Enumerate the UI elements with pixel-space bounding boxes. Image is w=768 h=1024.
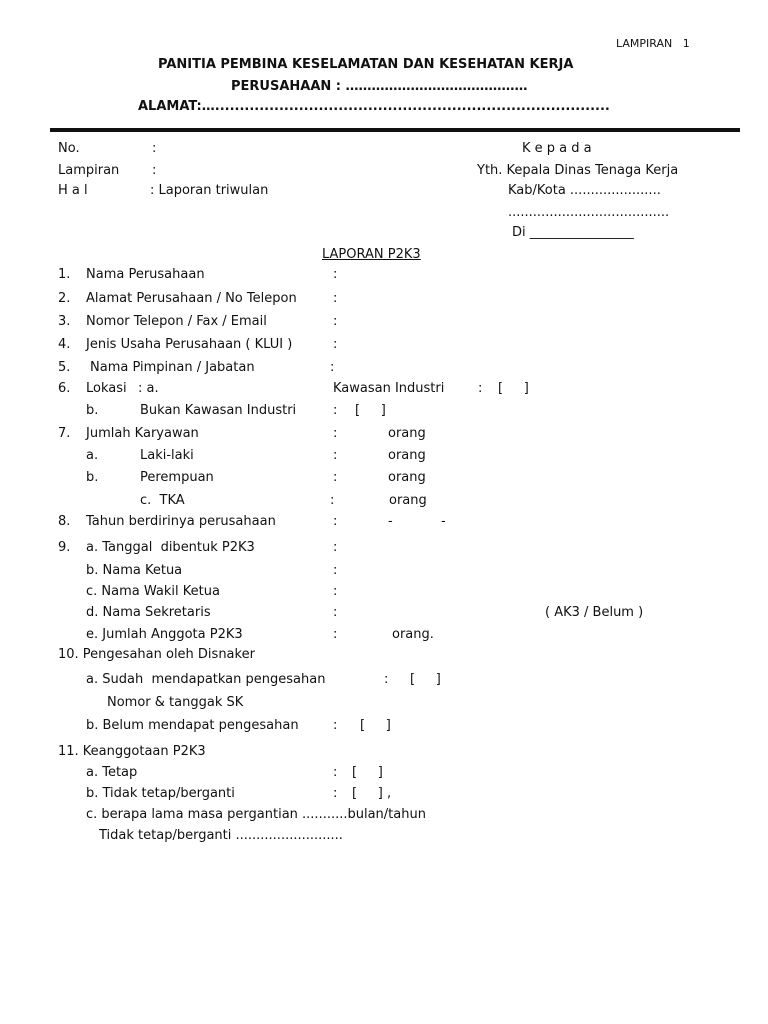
item-11a-colon: : [333,765,338,780]
item-5-number: 5. [58,360,71,375]
item-7b-label: Perempuan [140,470,214,485]
item-10b-label: b. Belum mendapat pengesahan [86,718,299,733]
item-7b-colon: : [333,470,338,485]
item-7c-colon: : [330,493,335,508]
item-10b-checkbox[interactable]: [ ] [360,718,391,733]
item-8-number: 8. [58,514,71,529]
item-7a-marker: a. [86,448,99,463]
lampiran-colon: : [152,163,157,178]
item-6-option-a: : a. [138,381,159,396]
item-6-kawasan-checkbox[interactable]: [ ] [498,381,529,396]
header-address: ALAMAT:…................................................................................ [138,99,610,114]
item-8-colon: : [333,514,338,529]
item-10-sk-label: Nomor & tanggak SK [107,695,244,710]
item-6-bukan-colon: : [333,403,338,418]
item-9a-label: a. Tanggal dibentuk P2K3 [86,540,255,555]
kepada-label: K e p a d a [522,141,592,156]
item-9a-colon: : [333,540,338,555]
item-7a-colon: : [333,448,338,463]
recipient-di: Di ________________ [512,225,634,240]
item-6-bukan-label: Bukan Kawasan Industri [140,403,297,418]
item-9b-label: b. Nama Ketua [86,563,183,578]
item-11b-checkbox[interactable]: [ ] , [352,786,392,801]
item-5-colon: : [330,360,335,375]
item-9c-colon: : [333,584,338,599]
item-11d-label: Tidak tetap/berganti .......................... [99,828,343,843]
item-11a-checkbox[interactable]: [ ] [352,765,383,780]
item-3-colon: : [333,314,338,329]
item-5-label: Nama Pimpinan / Jabatan [90,360,255,375]
item-11-label: 11. Keanggotaan P2K3 [58,744,206,759]
item-1-number: 1. [58,267,71,282]
item-7b-unit: orang [388,470,426,485]
item-9e-unit: orang. [392,627,434,642]
item-7c-label: c. TKA [140,493,185,508]
item-11b-colon: : [333,786,338,801]
item-7-label: Jumlah Karyawan [86,426,199,441]
item-6-label: Lokasi [86,381,127,396]
item-2-number: 2. [58,291,71,306]
header-company: PERUSAHAAN : …………………………………… [231,79,528,94]
item-4-label: Jenis Usaha Perusahaan ( KLUI ) [86,337,293,352]
item-11b-label: b. Tidak tetap/berganti [86,786,235,801]
item-3-number: 3. [58,314,71,329]
no-label: No. [58,141,80,156]
item-10b-colon: : [333,718,338,733]
item-11a-label: a. Tetap [86,765,138,780]
item-6-number: 6. [58,381,71,396]
item-4-number: 4. [58,337,71,352]
item-4-colon: : [333,337,338,352]
item-10-label: 10. Pengesahan oleh Disnaker [58,647,255,662]
item-3-label: Nomor Telepon / Fax / Email [86,314,267,329]
item-7-unit: orang [388,426,426,441]
item-8-dash-1: - [388,514,393,529]
item-10a-label: a. Sudah mendapatkan pengesahan [86,672,326,687]
no-colon: : [152,141,157,156]
lampiran-label: Lampiran [58,163,120,178]
item-6-kawasan-colon: : [478,381,483,396]
item-8-label: Tahun berdirinya perusahaan [86,514,276,529]
item-9e-colon: : [333,627,338,642]
item-8-dash-2: - [441,514,446,529]
item-7b-marker: b. [86,470,99,485]
item-7-colon: : [333,426,338,441]
item-9b-colon: : [333,563,338,578]
item-9c-label: c. Nama Wakil Ketua [86,584,220,599]
item-2-label: Alamat Perusahaan / No Telepon [86,291,297,306]
report-title: LAPORAN P2K3 [322,247,421,262]
hal-label: H a l [58,183,88,198]
item-10a-colon: : [384,672,389,687]
item-6-kawasan-label: Kawasan Industri [333,381,445,396]
item-9e-label: e. Jumlah Anggota P2K3 [86,627,243,642]
hal-value: : Laporan triwulan [150,183,269,198]
header-title: PANITIA PEMBINA KESELAMATAN DAN KESEHATAN KERJA [158,57,574,72]
header-divider [50,128,740,132]
item-1-label: Nama Perusahaan [86,267,205,282]
recipient-yth: Yth. Kepala Dinas Tenaga Kerja [477,163,679,178]
item-6-option-b: b. [86,403,99,418]
item-10a-checkbox[interactable]: [ ] [410,672,441,687]
item-9d-colon: : [333,605,338,620]
recipient-dots: ....................................... [508,205,670,220]
item-9d-note: ( AK3 / Belum ) [545,605,644,620]
item-9-number: 9. [58,540,71,555]
item-7-number: 7. [58,426,71,441]
lampiran-tag: LAMPIRAN 1 [616,37,690,50]
item-2-colon: : [333,291,338,306]
item-7a-unit: orang [388,448,426,463]
item-11c-label: c. berapa lama masa pergantian ...........bulan/tahun [86,807,426,822]
item-7a-label: Laki-laki [140,448,194,463]
recipient-kabkota: Kab/Kota ...................... [508,183,661,198]
item-9d-label: d. Nama Sekretaris [86,605,211,620]
item-1-colon: : [333,267,338,282]
item-7c-unit: orang [389,493,427,508]
item-6-bukan-checkbox[interactable]: [ ] [355,403,386,418]
